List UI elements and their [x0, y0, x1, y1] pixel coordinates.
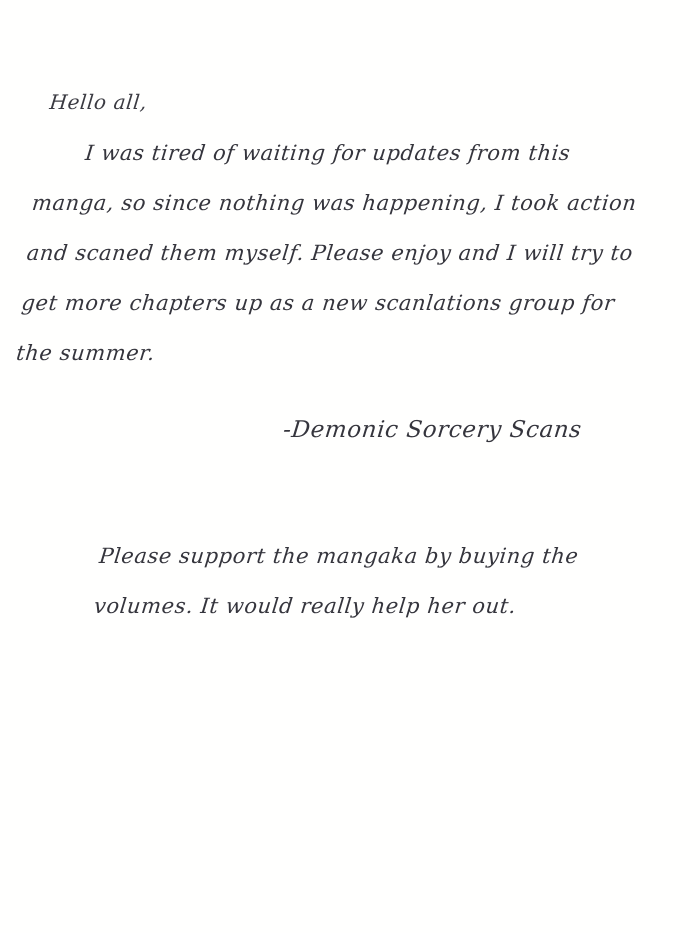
note-greeting: Hello all,: [48, 90, 149, 114]
note-body-paragraph: I was tired of waiting for updates from this manga, so since nothing was happening, I took action and scaned them myself. Please enjoy and I will try to get more chapters up as a new scanlations group for the summer.: [15, 141, 638, 365]
note-signature: -Demonic Sorcery Scans: [281, 417, 584, 443]
note-support-message: Please support the mangaka by buying the volumes. It would really help her out.: [92, 544, 580, 618]
note-spacer: [40, 452, 664, 453]
handwritten-note: [15, 80, 664, 631]
